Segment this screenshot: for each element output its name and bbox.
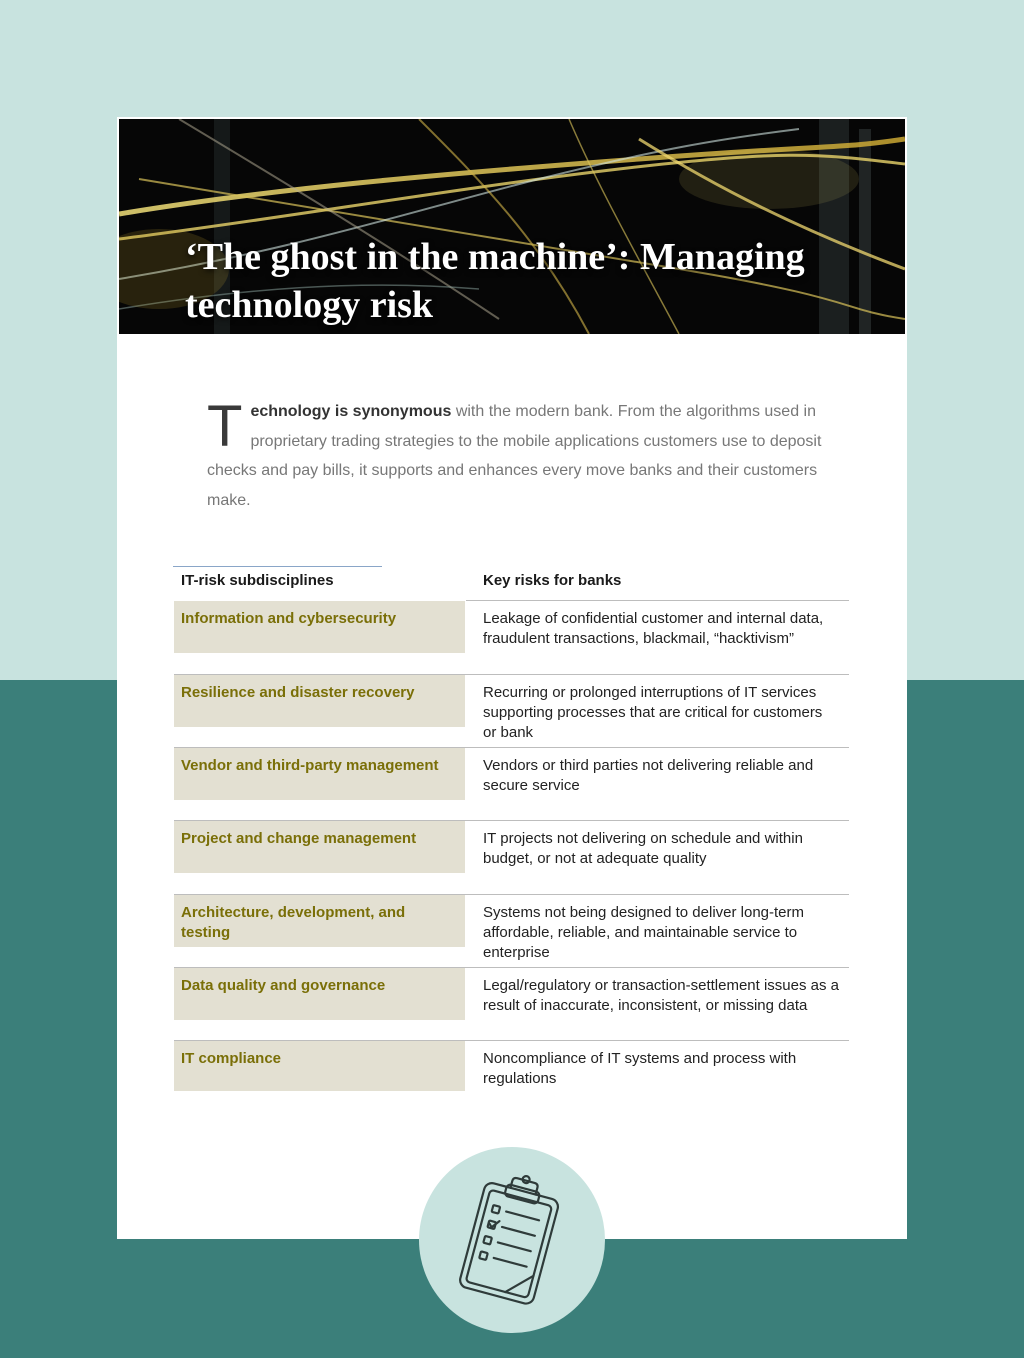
- risk-cell: Vendors or third parties not delivering reliable and secure service: [483, 757, 814, 794]
- header-rule: [466, 600, 849, 601]
- header-rule-left: [173, 566, 382, 567]
- table-header-subdisciplines: IT-risk subdisciplines: [181, 572, 334, 589]
- subdiscipline-cell: [174, 748, 465, 800]
- hero-banner: [119, 119, 905, 334]
- risk-cell: Noncompliance of IT systems and process with regulations: [483, 1050, 797, 1087]
- risk-cell: Legal/regulatory or transaction-settlement issues as a result of inaccurate, inconsistent, or missing data: [483, 977, 840, 1014]
- subdiscipline-cell: [174, 821, 465, 873]
- intro-body: with the modern bank. From the algorithms used in proprietary trading strategies to the mobile applications customers use to deposit checks and pay bills, it supports and enhances every move banks and their customers make.: [207, 403, 822, 509]
- subdiscipline-label: Resilience and disaster recovery: [181, 684, 415, 701]
- subdiscipline-label: IT compliance: [181, 1050, 282, 1067]
- subdiscipline-label: Vendor and third-party management: [181, 757, 439, 774]
- intro-paragraph: [207, 394, 832, 515]
- subdiscipline-cell: [174, 675, 465, 727]
- risk-cell: Systems not being designed to deliver long-term affordable, reliable, and maintainable service to enterprise: [483, 904, 805, 961]
- clipboard-checklist-icon: [419, 1147, 605, 1333]
- subdiscipline-cell: [174, 895, 465, 947]
- subdiscipline-label: Architecture, development, and testing: [181, 904, 406, 941]
- risk-cell: Leakage of confidential customer and internal data, fraudulent transactions, blackmail, “hacktivism”: [483, 610, 824, 647]
- intro-dropcap: T: [207, 394, 243, 459]
- subdiscipline-cell: [174, 601, 465, 653]
- subdiscipline-label: Project and change management: [181, 830, 417, 847]
- subdiscipline-label: Data quality and governance: [181, 977, 386, 994]
- footer-icon-badge: [419, 1147, 605, 1333]
- intro-lead: echnology is synonymous: [250, 403, 452, 420]
- risk-cell: Recurring or prolonged interruptions of IT services supporting processes that are critical for customers or bank: [483, 684, 823, 741]
- risk-cell: IT projects not delivering on schedule and within budget, or not at adequate quality: [483, 830, 803, 867]
- subdiscipline-label: Information and cybersecurity: [181, 610, 397, 627]
- page-title: [185, 233, 885, 329]
- subdiscipline-cell: [174, 1041, 465, 1091]
- subdiscipline-cell: [174, 968, 465, 1020]
- table-header-key-risks: Key risks for banks: [483, 572, 622, 589]
- page-title-line-1: ‘The ghost in the machine’: Managing: [185, 236, 805, 278]
- page-title-line-2: technology risk: [185, 284, 434, 326]
